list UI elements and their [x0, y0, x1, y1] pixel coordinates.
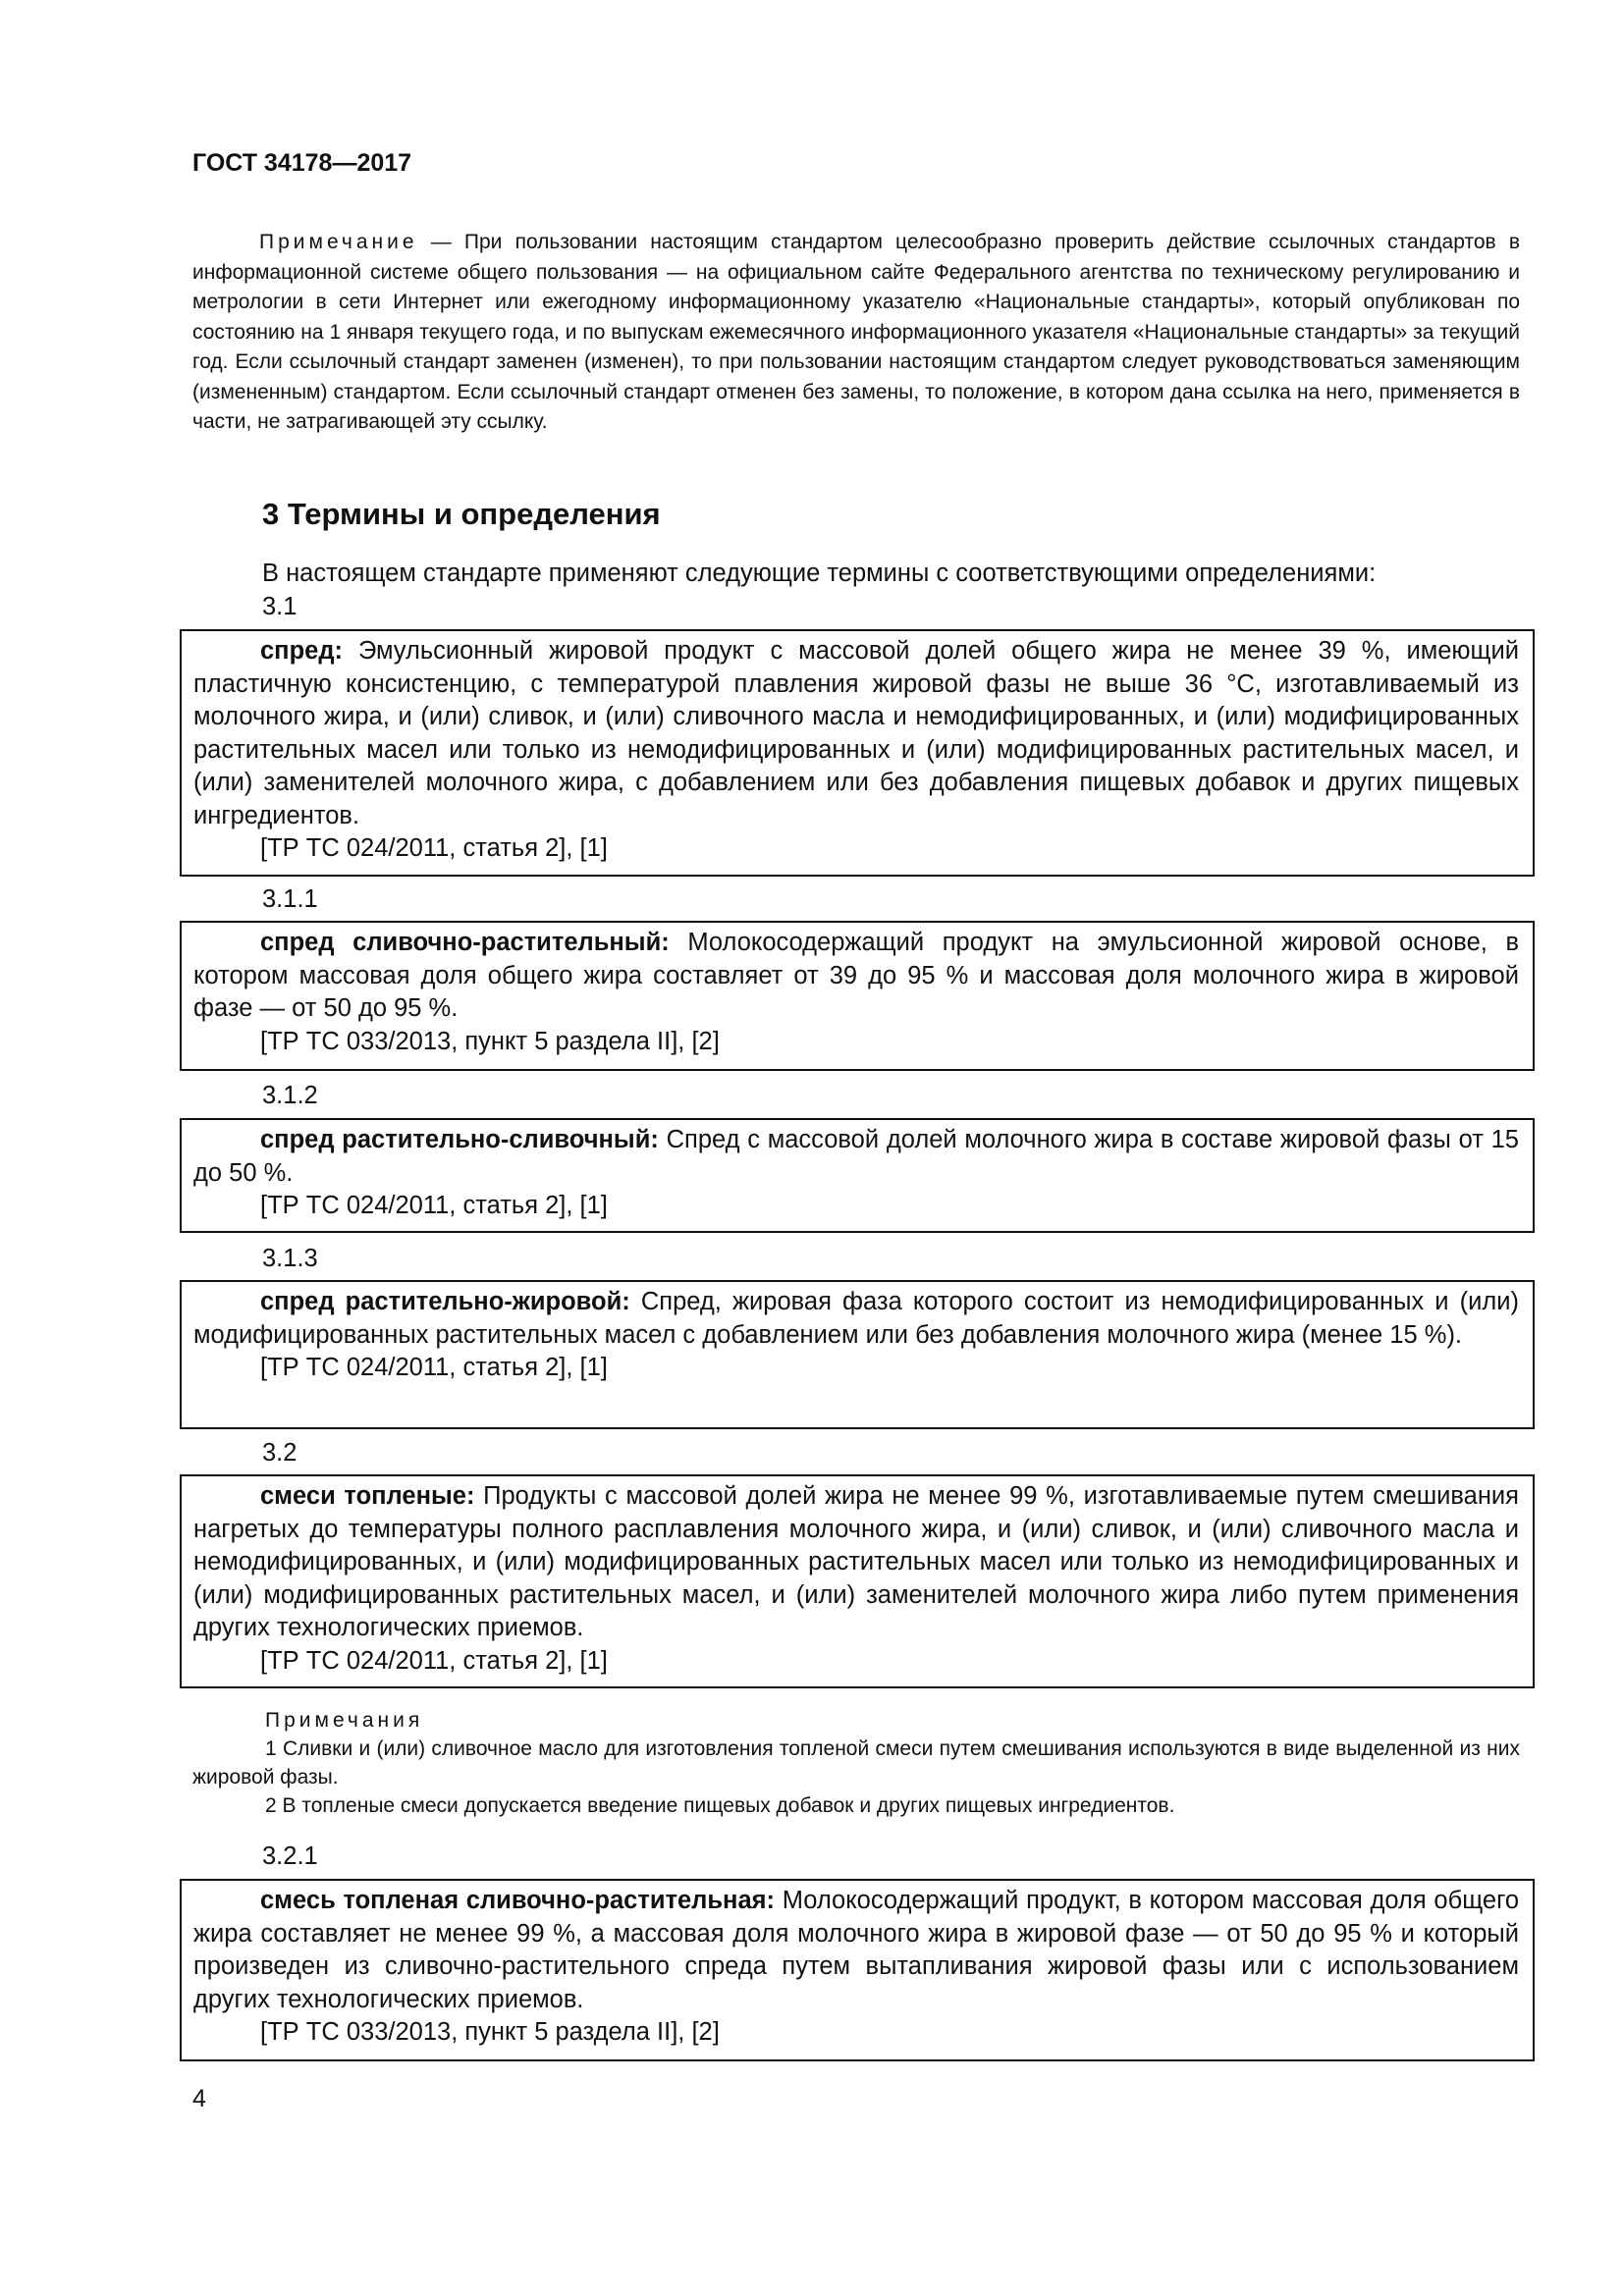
section-intro: В настоящем стандарте применяют следующие термины с соответствующими определениями:: [262, 560, 1377, 587]
term-source: [ТР ТС 024/2011, статья 2], [1]: [260, 1192, 608, 1219]
term-name: спред растительно-сливочный:: [260, 1126, 659, 1153]
term-name: смеси топленые:: [260, 1482, 475, 1510]
term-source: [ТР ТС 033/2013, пункт 5 раздела II], [2]: [260, 2018, 720, 2046]
term-number: 3.2: [262, 1439, 298, 1467]
term-box: [180, 1879, 1535, 2061]
term-number: 3.1: [262, 593, 298, 620]
term-box: [180, 1280, 1535, 1429]
term-source: [ТР ТС 024/2011, статья 2], [1]: [260, 1646, 608, 1675]
term-source: [ТР ТС 033/2013, пункт 5 раздела II], [2]: [260, 1027, 720, 1055]
notes-label: Примечания: [265, 1709, 424, 1732]
term-number: 3.1.2: [262, 1082, 318, 1109]
note-item: 1 Сливки и (или) сливочное масло для изготовления топленой смеси путем смешивания используются в виде выделенной из них жировой фазы.: [192, 1737, 1520, 1789]
term-definition: Эмульсионный жировой продукт с массовой долей общего жира не менее 39 %, имеющий пластичную консистенцию, с температурой плавления жировой фазы не выше 36 °С, изготавливаемый из молочного жира, и (или) сливок, и (или) сливочного масла и немодифицированных, и (или) модифицированных растительных масел или только из немодифицированных и (или) модифицированных растительных масел, и (или) заменителей молочного жира, с добавлением или без добавления пищевых добавок и других пищевых ингредиентов.: [193, 637, 1519, 829]
section-title: 3 Термины и определения: [262, 497, 661, 531]
note-text: — При пользовании настоящим стандартом целесообразно проверить действие ссылочных стандартов в информационной системе общего пользования — на официальном сайте Федерального агентства по техническому регулированию и метрологии в сети Интернет или ежегодному информационному указателю «Национальные стандарты», который опубликован по состоянию на 1 января текущего года, и по выпускам ежемесячного информационного указателя «Национальные стандарты» за текущий год. Если ссылочный стандарт заменен (изменен), то при пользовании настоящим стандартом следует руководствоваться заменяющим (измененным) стандартом. Если ссылочный стандарт отменен без замены, то положение, в котором дана ссылка на него, применяется в части, не затрагивающей эту ссылку.: [192, 231, 1520, 433]
document-code: ГОСТ 34178—2017: [192, 149, 412, 177]
term-source: [ТР ТС 024/2011, статья 2], [1]: [260, 1354, 608, 1381]
term-definition: Молокосодержащий продукт на эмульсионной жировой основе, в котором массовая доля общего жира составляет от 39 до 95 % и массовая доля молочного жира в жировой фазе — от 50 до 95 %.: [193, 929, 1519, 1022]
note-label: Примечание: [259, 231, 418, 253]
term-box: [180, 629, 1535, 877]
term-name: спред:: [260, 637, 344, 665]
term-definition: Молокосодержащий продукт, в котором массовая доля общего жира составляет не менее 99 %, а массовая доля молочного жира в жировой фазе — от 50 до 95 % и который произведен из сливочно-растительного спреда путем вытапливания жировой фазы или с использованием других технологических приемов.: [193, 1887, 1519, 2013]
reference-note: [192, 228, 1520, 438]
term-box: [180, 921, 1535, 1071]
term-box: [180, 1118, 1535, 1233]
term-source: [ТР ТС 024/2011, статья 2], [1]: [260, 834, 608, 862]
term-definition: Продукты с массовой долей жира не менее 99 %, изготавливаемые путем смешивания нагретых до температуры полного расплавления молочного жира, и (или) сливок, и (или) сливочного масла и немодифицированных, и (или) модифицированных растительных масел или только из немодифицированных и (или) модифицированных растительных масел, и (или) заменителей молочного жира либо путем применения других технологических приемов.: [193, 1482, 1519, 1641]
term-name: смесь топленая сливочно-растительная:: [260, 1887, 775, 1914]
term-number: 3.1.3: [262, 1245, 318, 1272]
page-number: 4: [192, 2085, 206, 2112]
term-name: спред растительно-жировой:: [260, 1288, 630, 1315]
term-number: 3.2.1: [262, 1842, 318, 1870]
term-name: спред сливочно-растительный:: [260, 929, 670, 956]
term-box: [180, 1474, 1535, 1688]
note-item: 2 В топленые смеси допускается введение пищевых добавок и других пищевых ингредиентов.: [265, 1794, 1175, 1817]
term-definition: Спред с массовой долей молочного жира в составе жировой фазы от 15 до 50 %.: [193, 1126, 1519, 1187]
notes: [192, 1706, 1520, 1820]
term-definition: Спред, жировая фаза которого состоит из немодифицированных и (или) модифицированных растительных масел с добавлением или без добавления молочного жира (менее 15 %).: [193, 1288, 1519, 1349]
term-number: 3.1.1: [262, 885, 318, 913]
